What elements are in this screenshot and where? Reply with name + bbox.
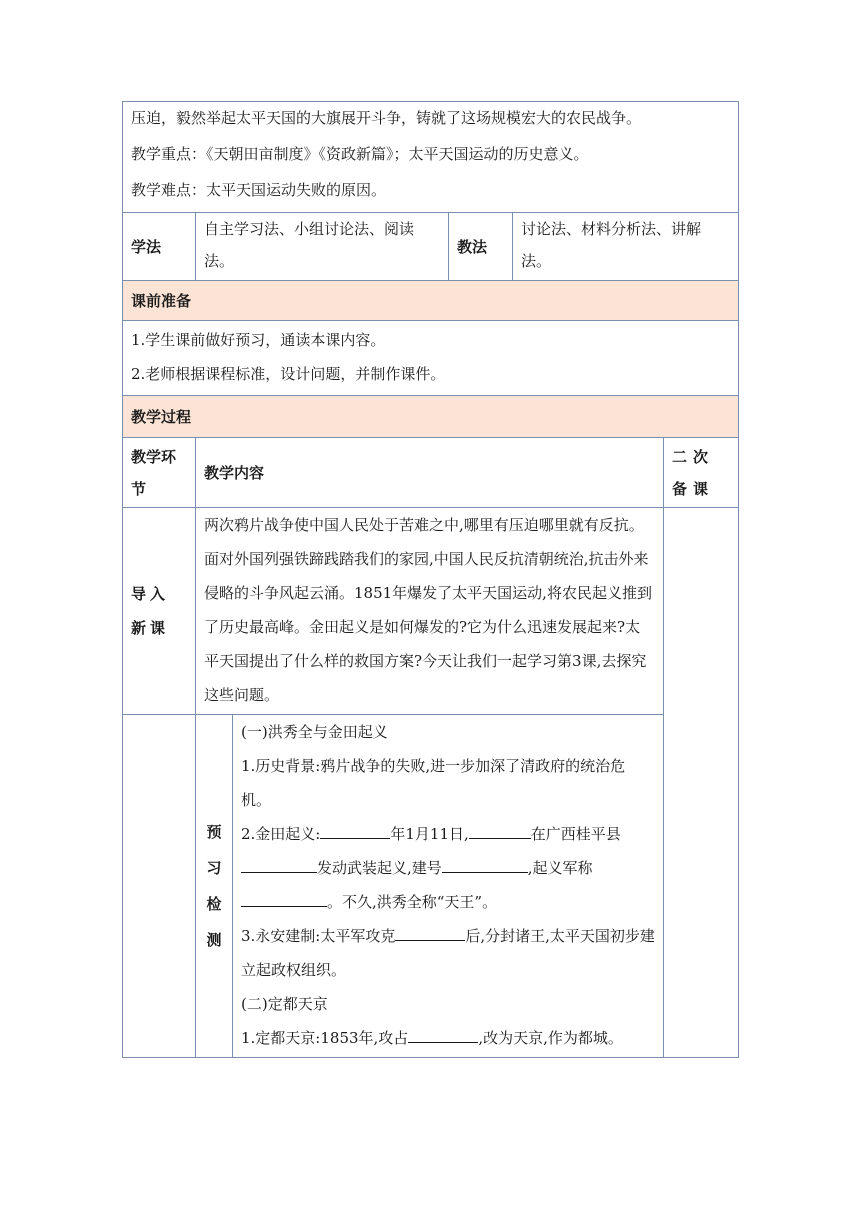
lead-in-text: 两次鸦片战争使中国人民处于苦难之中,哪里有压迫哪里就有反抗。面对外国列强铁蹄践踏我们的家园,中国人民反抗清朝统治,抗击外来侵略的斗争风起云涌。1851年爆发了太平天国运动,将农民起义推到了历史最高峰。金田起义是如何爆发的?它为什么迅速发展起来?太平天国提出了什么样的救国方案?今天让我们一起学习第3课,去探究这些问题。 — [196, 508, 664, 715]
yongan-text: 后,分封诸王,太平天国初步建立起政权组织。 — [241, 927, 655, 979]
process-columns-row — [123, 438, 739, 508]
lead-in-row — [123, 508, 739, 715]
preview-label-char: 预 — [206, 823, 222, 841]
preview-heading-1: (一)洪秀全与金田起义 — [241, 723, 388, 741]
fill-blank[interactable] — [442, 853, 528, 873]
uprising-text: ,起义军称 — [527, 859, 593, 877]
lesson-plan-table — [122, 101, 739, 1058]
preview-item-background: 1.历史背景:鸦片战争的失败,进一步加深了清政府的统治危机。 — [241, 757, 626, 809]
prep-title: 课前准备 — [123, 281, 739, 321]
uprising-text: 2.金田起义: — [241, 825, 321, 843]
intro-row — [123, 102, 739, 213]
fill-blank[interactable] — [320, 819, 390, 839]
uprising-text: 在广西桂平县 — [530, 825, 621, 843]
lead-in-label: 导入新课 — [123, 508, 196, 715]
preview-item-yongan — [241, 919, 655, 987]
capital-text: 1.定都天京:1853年,攻占 — [241, 1029, 409, 1047]
uprising-text: 年1月11日, — [390, 825, 469, 843]
fill-blank[interactable] — [395, 921, 465, 941]
preview-heading-2: (二)定都天京 — [241, 995, 328, 1013]
col-stage-header: 教学环节 — [123, 438, 196, 508]
col-content-header: 教学内容 — [196, 438, 664, 508]
teaching-focus: 教学重点：《天朝田亩制度》《资政新篇》；太平天国运动的历史意义。 — [131, 145, 589, 163]
prep-items-row — [123, 321, 739, 396]
preview-label-char: 习 — [206, 859, 222, 877]
learning-method-label: 学法 — [123, 213, 196, 281]
uprising-text: 。不久,洪秀全称“天王”。 — [327, 893, 498, 911]
preview-item-capital — [241, 1021, 655, 1055]
preview-stage-cell — [123, 715, 196, 1058]
prep-header-row — [123, 281, 739, 321]
methods-row — [123, 213, 739, 281]
fill-blank[interactable] — [408, 1023, 478, 1043]
preview-label-char: 测 — [206, 931, 222, 949]
fill-blank[interactable] — [469, 819, 531, 839]
teaching-method-label: 教法 — [449, 213, 513, 281]
notes-cell — [664, 508, 739, 1058]
teaching-difficulty: 教学难点：太平天国运动失败的原因。 — [131, 181, 387, 199]
preview-item-uprising — [241, 817, 655, 919]
teaching-method-value: 讨论法、材料分析法、讲解法。 — [513, 213, 739, 281]
capital-text: ,改为天京,作为都城。 — [478, 1029, 623, 1047]
process-header-row — [123, 396, 739, 438]
process-title: 教学过程 — [123, 396, 739, 438]
preview-content — [233, 715, 664, 1058]
uprising-text: 发动武装起义,建号 — [317, 859, 442, 877]
learning-method-value: 自主学习法、小组讨论法、阅读法。 — [196, 213, 449, 281]
yongan-text: 3.永安建制:太平军攻克 — [241, 927, 396, 945]
preview-label — [196, 715, 233, 1058]
prep-item-2: 2.老师根据课程标准，设计问题，并制作课件。 — [131, 365, 446, 383]
preview-row — [123, 715, 739, 1058]
col-notes-header: 二次备课 — [664, 438, 739, 508]
intro-continuation: 压迫，毅然举起太平天国的大旗展开斗争，铸就了这场规模宏大的农民战争。 — [131, 109, 642, 127]
fill-blank[interactable] — [241, 887, 327, 907]
preview-label-char: 检 — [206, 895, 222, 913]
fill-blank[interactable] — [241, 853, 317, 873]
prep-item-1: 1.学生课前做好预习，通读本课内容。 — [131, 331, 386, 349]
